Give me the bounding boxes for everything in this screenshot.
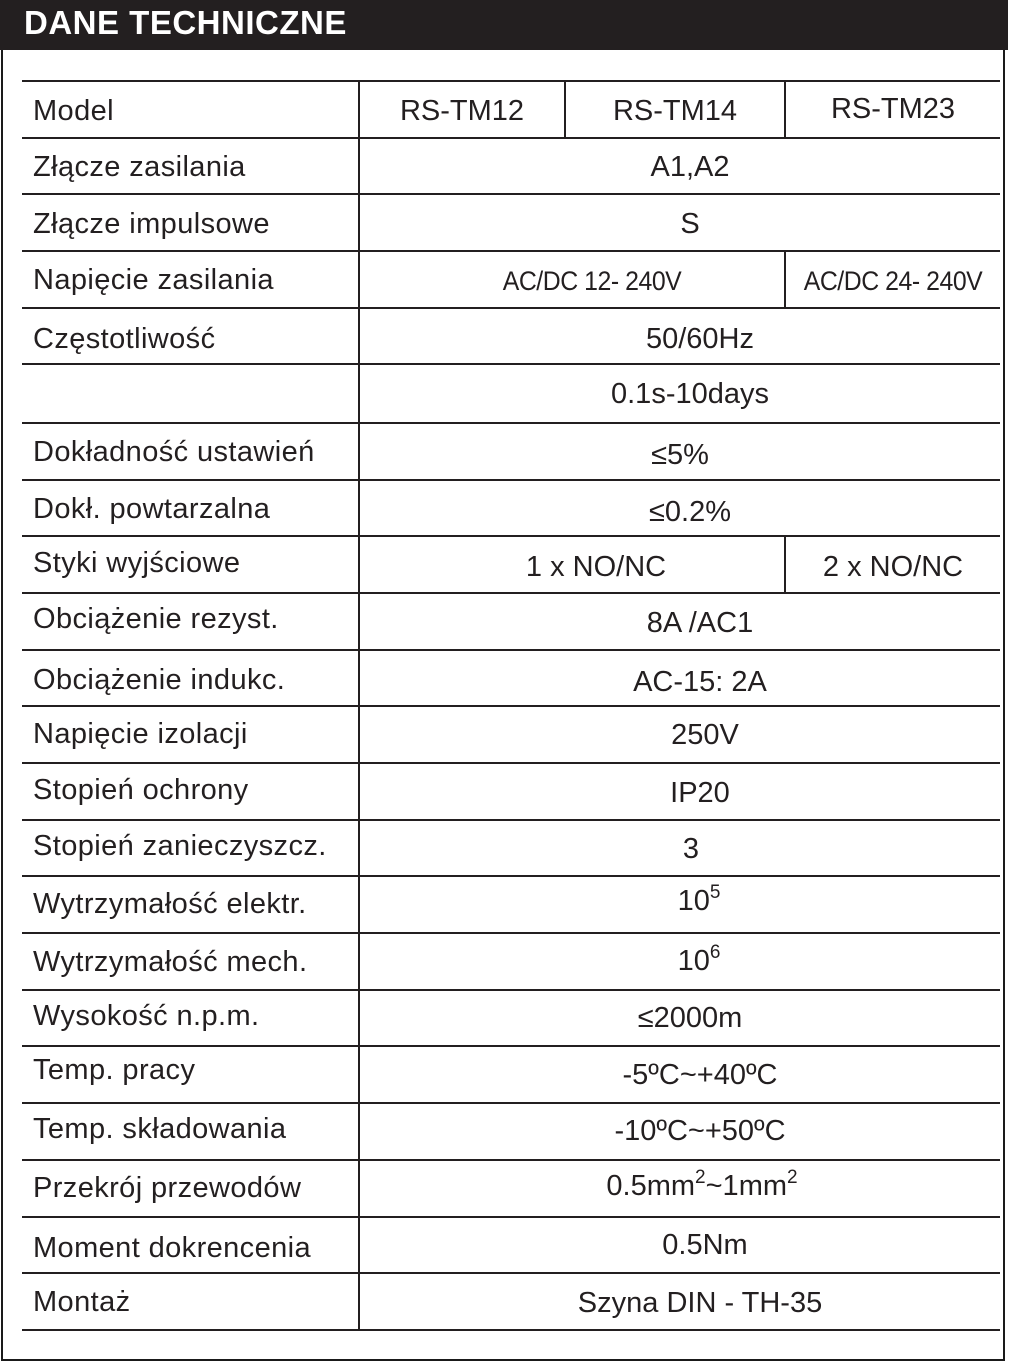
row-divider (22, 1102, 1000, 1104)
row-divider (22, 989, 1000, 991)
row-divider (22, 932, 1000, 934)
row-value: 0.5Nm (662, 1229, 748, 1261)
row-value: A1,A2 (650, 151, 730, 183)
row-value: ≤2000m (637, 1002, 743, 1034)
row-label: Dokł. powtarzalna (33, 493, 271, 525)
row-label: Temp. składowania (33, 1113, 287, 1145)
row-divider (22, 819, 1000, 821)
row-value: 250V (671, 719, 739, 751)
section-title: DANE TECHNICZNE (24, 4, 347, 41)
table-bottom-rule (22, 1329, 1000, 1331)
row-label: Moment dokrencenia (33, 1232, 312, 1264)
row-divider (22, 649, 1000, 651)
row-label: Stopień zanieczyszcz. (33, 830, 327, 862)
value-part: ~1mm (705, 1170, 788, 1202)
row-divider (22, 422, 1000, 424)
value-part: 0.5mm (606, 1170, 696, 1202)
model-rs-tm23: RS-TM23 (830, 93, 956, 125)
row-value: AC-15: 2A (633, 666, 767, 698)
row-label: Wytrzymałość elektr. (33, 888, 307, 920)
row-value: ≤0.2% (648, 496, 731, 528)
row-value-a: AC/DC 12- 240V (502, 266, 682, 296)
row-divider (22, 592, 1000, 594)
row-label: Złącze zasilania (33, 151, 246, 183)
row-value: S (680, 208, 700, 240)
row-value: 3 (682, 833, 700, 865)
row-divider (22, 250, 1000, 252)
row-label: Stopień ochrony (33, 774, 249, 806)
row-label: Złącze impulsowe (33, 208, 270, 240)
model-rs-tm14: RS-TM14 (612, 95, 738, 127)
row-divider (22, 762, 1000, 764)
row-value: 50/60Hz (645, 323, 754, 355)
row-divider (22, 1216, 1000, 1218)
row-value (360, 942, 1010, 977)
row-value: -10ºC~+50ºC (614, 1115, 786, 1147)
table-top-rule (22, 80, 1000, 82)
row-label: Częstotliwość (33, 323, 216, 355)
row-value: 8A /AC1 (646, 607, 754, 639)
model-label: Model (33, 95, 114, 127)
row-value-a: 1 x NO/NC (525, 551, 667, 583)
row-divider (22, 479, 1000, 481)
row-value (360, 882, 1010, 917)
row-value-b: 2 x NO/NC (822, 551, 964, 583)
row-divider (22, 363, 1000, 365)
row-value: IP20 (670, 777, 730, 809)
row-divider (22, 193, 1000, 195)
row-value: -5ºC~+40ºC (622, 1059, 778, 1091)
section-header (0, 0, 1008, 50)
row-divider (22, 1159, 1000, 1161)
row-label: Wytrzymałość mech. (33, 946, 308, 978)
value-base: 10 (677, 945, 710, 977)
row-label: Przekrój przewodów (33, 1172, 302, 1204)
model-rs-tm12: RS-TM12 (399, 95, 525, 127)
value-exponent: 6 (709, 942, 721, 963)
row-divider (22, 137, 1000, 139)
row-label: Napięcie izolacji (33, 718, 248, 750)
value-exponent: 2 (695, 1167, 706, 1188)
row-value: ≤5% (651, 439, 709, 471)
row-label: Styki wyjściowe (33, 547, 241, 579)
row-label: Obciążenie rezyst. (33, 603, 279, 635)
row-divider (22, 1045, 1000, 1047)
row-divider (22, 1272, 1000, 1274)
row-label: Temp. pracy (33, 1054, 196, 1086)
row-divider (22, 705, 1000, 707)
row-label: Napięcie zasilania (33, 264, 274, 296)
row-value (360, 1167, 1010, 1202)
row-value: Szyna DIN - TH-35 (577, 1287, 823, 1319)
value-exponent: 5 (709, 882, 721, 903)
row-label: Wysokość n.p.m. (33, 1000, 260, 1032)
row-divider (22, 535, 1000, 537)
row-label: Obciążenie indukc. (33, 664, 286, 696)
row-label: Montaż (33, 1286, 131, 1318)
value-base: 10 (677, 885, 710, 917)
row-label: Dokładność ustawień (33, 436, 315, 468)
row-divider (22, 307, 1000, 309)
value-exponent: 2 (787, 1167, 798, 1188)
row-value: 0.1s-10days (611, 378, 769, 410)
row-divider (22, 875, 1000, 877)
row-value-b: AC/DC 24- 240V (803, 266, 983, 296)
